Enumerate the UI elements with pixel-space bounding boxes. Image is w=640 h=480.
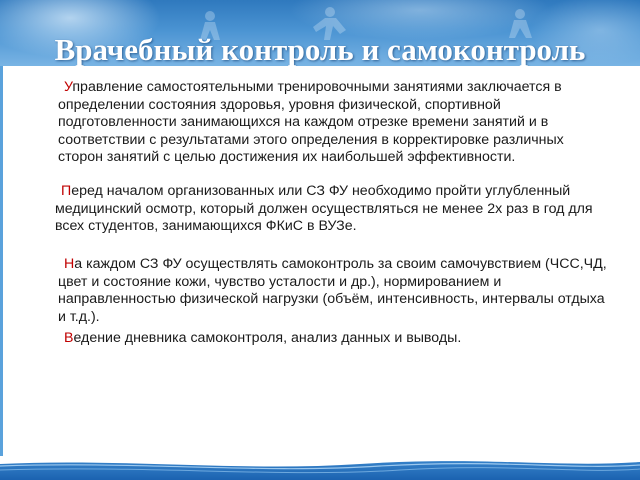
footer-banner: [0, 456, 640, 480]
left-accent-line: [0, 66, 3, 456]
paragraph-initial: П: [61, 183, 72, 199]
paragraph-text: а каждом СЗ ФУ осуществлять самоконтроль за своим самочувствием (ЧСС,ЧД, цвет и состояние кожи, чувство усталости и др.), нормированием и направленностью физической нагрузки (объём, интенсивность, интервалы отдыха и т.д.).: [58, 256, 607, 325]
slide-title: Врачебный контроль и самоконтроль: [54, 32, 586, 66]
paragraph-text: еред началом организованных или СЗ ФУ необходимо пройти углубленный медицинский осмотр, который должен осуществляться не менее 2х раз в год для всех студентов, занимающихся ФКиС в ВУЗе.: [55, 183, 593, 235]
paragraph-text: правление самостоятельными тренировочными занятиями заключается в определении состояния здоровья, уровня физической, спортивной подготовленности занимающихся на каждом отрезке времени занятий и в соответствии с результатами этого определения в корректировке различных сторон занятий с целью достижения их наибольшей эффективности.: [58, 79, 564, 166]
footer-wave-graphic: [0, 456, 640, 480]
header-banner: [0, 0, 640, 66]
paragraph-3: [58, 256, 608, 326]
paragraph-text: едение дневника самоконтроля, анализ данных и выводы.: [73, 330, 462, 346]
paragraph-initial: У: [64, 79, 73, 95]
paragraph-initial: В: [64, 330, 74, 346]
paragraph-initial: Н: [64, 256, 75, 272]
paragraph-1: [58, 79, 603, 167]
paragraph-4: [58, 330, 603, 348]
paragraph-2: [55, 183, 600, 236]
